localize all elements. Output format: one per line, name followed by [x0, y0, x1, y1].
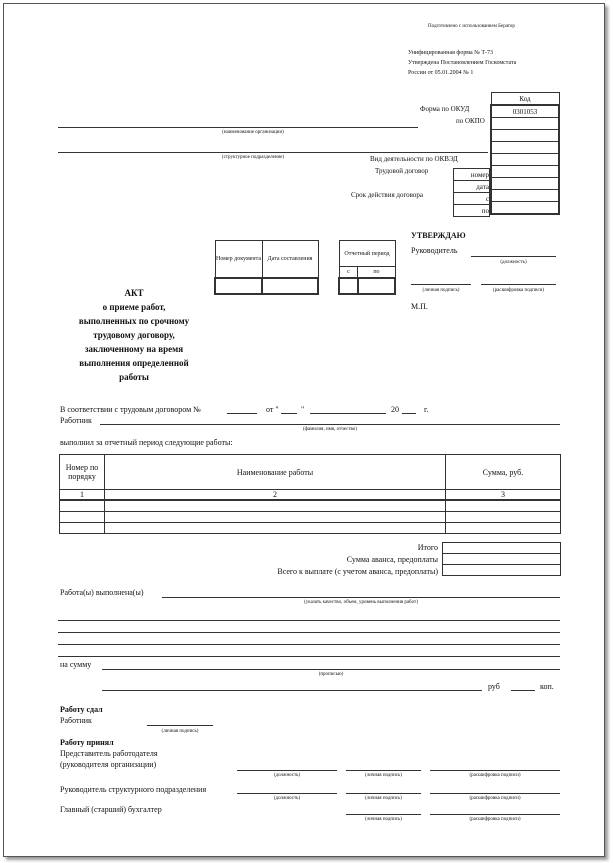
- prepared-note: Подготовлено с использованием Бератор: [428, 24, 515, 29]
- docnum-period-to: по: [358, 267, 395, 279]
- from-label: с: [454, 193, 490, 205]
- docnum-table: [214, 240, 396, 295]
- act-title-line-3: выполненных по срочному: [78, 316, 190, 326]
- total-cell[interactable]: [443, 543, 561, 554]
- contract-number-cell[interactable]: [491, 166, 559, 178]
- dept-head-decode-line[interactable]: [430, 793, 560, 794]
- rub-label: руб: [488, 682, 500, 691]
- docnum-date-cell[interactable]: [262, 278, 318, 294]
- dept-head-position-cap: (должность): [273, 796, 301, 801]
- chief-acc-signature-cap: (личная подпись): [365, 817, 402, 822]
- approve-head: Руководитель: [411, 246, 458, 255]
- year-line[interactable]: [402, 413, 416, 414]
- employer-decode-line[interactable]: [430, 770, 560, 771]
- to-label: по: [454, 205, 490, 217]
- docnum-period-from-cell[interactable]: [339, 278, 358, 294]
- works-table: [59, 454, 561, 534]
- codes-table: [490, 92, 560, 215]
- work-line-2[interactable]: [58, 632, 560, 633]
- approve-title: УТВЕРЖДАЮ: [411, 231, 466, 240]
- contract-number-line[interactable]: [227, 413, 257, 414]
- dept-caption: (структурное подразделение): [221, 155, 285, 160]
- row3-name[interactable]: [105, 523, 446, 534]
- day-line[interactable]: [281, 413, 297, 414]
- delivered-signature-cap: (личная подпись): [161, 729, 199, 734]
- form-line-1: Унифицированная форма № Т-73: [408, 50, 494, 56]
- employer-position-line[interactable]: [237, 770, 337, 771]
- docnum-date-header: Дата составления: [262, 241, 318, 279]
- employer-signature-line[interactable]: [346, 770, 421, 771]
- work-done-caption: (указать качество, объем, уровень выполнения работ): [304, 600, 418, 605]
- document-page: [3, 3, 605, 857]
- table-row: [60, 512, 561, 523]
- blank-cell-2[interactable]: [491, 142, 559, 154]
- term-from-cell[interactable]: [491, 190, 559, 202]
- approve-decode-cap: (расшифровка подписи): [492, 288, 545, 293]
- dept-head-signature-cap: (личная подпись): [365, 796, 402, 801]
- form-line-3: России от 05.01.2004 № 1: [408, 70, 474, 76]
- dept-head-decode-cap: (расшифровка подписи): [469, 796, 521, 801]
- col-number-index: 1: [60, 490, 105, 501]
- term-label: Срок действия договора: [351, 191, 424, 199]
- act-title-line-2: о приеме работ,: [102, 302, 166, 312]
- act-title: [54, 286, 214, 384]
- row3-sum[interactable]: [446, 523, 561, 534]
- contract-label: Трудовой договор: [375, 167, 429, 175]
- employer-signature-cap: (личная подпись): [365, 773, 402, 778]
- chief-acc-decode-line[interactable]: [430, 814, 560, 815]
- work-done-label: Работа(ы) выполнена(ы): [60, 588, 144, 597]
- advance-label: Сумма аванса, предоплаты: [346, 555, 438, 564]
- worker-caption: (фамилия, имя, отчество): [303, 427, 357, 432]
- quote-close: ": [301, 405, 305, 414]
- row2-number[interactable]: [60, 512, 105, 523]
- number-label: номер: [454, 169, 490, 181]
- from-label-text: от ": [266, 405, 279, 414]
- okpo-cell[interactable]: [491, 118, 559, 130]
- work-line-1[interactable]: [58, 620, 560, 621]
- row3-number[interactable]: [60, 523, 105, 534]
- act-title-line-4: трудовому договору,: [93, 330, 175, 340]
- okved-cell[interactable]: [491, 154, 559, 166]
- delivered-title: Работу сдал: [60, 705, 103, 714]
- col-name-index: 2: [105, 490, 446, 501]
- sum-words-line[interactable]: [102, 690, 482, 691]
- approve-signature-line[interactable]: [411, 284, 471, 285]
- act-title-line-5: заключенному на время: [84, 344, 184, 354]
- table-row: [60, 500, 561, 512]
- employer-decode-cap: (расшифровка подписи): [469, 773, 521, 778]
- row1-sum[interactable]: [446, 500, 561, 512]
- advance-cell[interactable]: [443, 554, 561, 565]
- chief-acc-decode-cap: (расшифровка подписи): [469, 817, 521, 822]
- col-sum-header: Сумма, руб.: [446, 455, 561, 490]
- seal-label: М.П.: [411, 302, 428, 311]
- docnum-number-header: Номер документа: [215, 241, 262, 279]
- chief-acc-signature-line[interactable]: [346, 814, 421, 815]
- docnum-number-cell[interactable]: [215, 278, 262, 294]
- row1-number[interactable]: [60, 500, 105, 512]
- okved-label: Вид деятельности по ОКВЭД: [370, 155, 458, 163]
- accepted-title: Работу принял: [60, 738, 114, 747]
- act-title-line-7: работы: [119, 372, 149, 382]
- okpo-label: по ОКПО: [456, 117, 485, 125]
- org-caption: (наименование организации): [222, 130, 284, 135]
- employer-line-1: Представитель работодателя: [60, 749, 158, 758]
- sum-line[interactable]: [102, 669, 560, 670]
- dept-head-label: Руководитель структурного подразделения: [60, 785, 207, 794]
- work-done-line[interactable]: [162, 597, 560, 598]
- col-number-header: Номер по порядку: [60, 455, 105, 490]
- employer-line-2: (руководителя организации): [60, 760, 157, 769]
- approve-signature-cap: (личная подпись): [422, 288, 460, 293]
- year-prefix: 20: [391, 405, 399, 414]
- docnum-period-header: Отчетный период: [339, 241, 395, 267]
- col-sum-index: 3: [446, 490, 561, 501]
- date-label: дата: [454, 181, 490, 193]
- approve-position-cap: (должность): [500, 260, 527, 265]
- col-name-header: Наименование работы: [105, 455, 446, 490]
- kop-line[interactable]: [511, 690, 535, 691]
- kop-label: коп.: [540, 682, 554, 691]
- docnum-period-from: с: [339, 267, 358, 279]
- approve-position-line[interactable]: [471, 256, 556, 257]
- employer-position-cap: (должность): [273, 773, 301, 778]
- form-line-2: Утверждена Постановлением Госкомстата: [408, 60, 517, 66]
- dept-head-signature-line[interactable]: [346, 793, 421, 794]
- totals-table: [442, 542, 561, 576]
- org-line[interactable]: [58, 127, 418, 128]
- blank-cell-1[interactable]: [491, 130, 559, 142]
- delivered-worker: Работник: [60, 716, 92, 725]
- dept-line[interactable]: [58, 152, 488, 153]
- worker-label: Работник: [60, 416, 92, 425]
- contract-labels-table: [453, 168, 490, 217]
- okud-value: 0301053: [491, 105, 559, 118]
- row2-name[interactable]: [105, 512, 446, 523]
- docnum-period-to-cell[interactable]: [358, 278, 395, 294]
- work-line-3[interactable]: [58, 644, 560, 645]
- sum-caption: (прописью): [318, 672, 344, 677]
- approve-decode-line[interactable]: [481, 284, 556, 285]
- according-label: В соответствии с трудовым договором №: [60, 405, 201, 414]
- work-line-4[interactable]: [58, 656, 560, 657]
- act-title-line-1: АКТ: [124, 288, 144, 298]
- dept-head-position-line[interactable]: [237, 793, 337, 794]
- payable-label: Всего к выплате (с учетом аванса, предоплаты): [277, 567, 438, 576]
- sum-label: на сумму: [60, 660, 92, 669]
- month-line[interactable]: [310, 413, 386, 414]
- row1-name[interactable]: [105, 500, 446, 512]
- code-header: Код: [491, 93, 559, 106]
- row2-sum[interactable]: [446, 512, 561, 523]
- term-to-cell[interactable]: [491, 202, 559, 215]
- delivered-signature-line[interactable]: [147, 725, 213, 726]
- total-label: Итого: [417, 543, 438, 552]
- chief-acc-label: Главный (старший) бухгалтер: [60, 805, 162, 814]
- performed-label: выполнил за отчетный период следующие работы:: [60, 438, 233, 447]
- contract-date-cell[interactable]: [491, 178, 559, 190]
- year-suffix: г.: [424, 405, 429, 414]
- act-title-line-6: выполнения определенной: [79, 358, 189, 368]
- okud-label: Форма по ОКУД: [420, 105, 470, 113]
- table-row: [60, 523, 561, 534]
- worker-line[interactable]: [100, 424, 560, 425]
- payable-cell[interactable]: [443, 565, 561, 576]
